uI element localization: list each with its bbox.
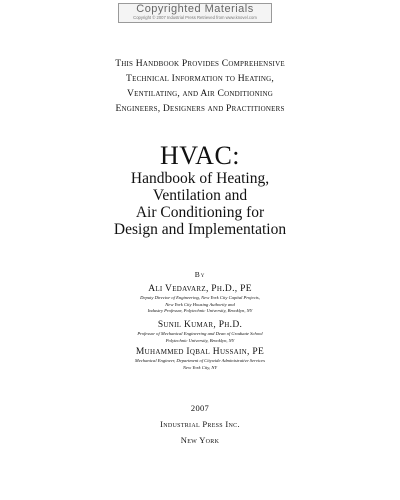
author-block bbox=[0, 346, 400, 371]
subtitle-line: Handbook of Heating, bbox=[130, 170, 270, 187]
author-name: Sunil Kumar, Ph.D. bbox=[157, 320, 243, 330]
author-affiliation: New York City Housing Authority and bbox=[165, 301, 235, 307]
author-block bbox=[0, 283, 400, 315]
copyright-stamp-title: Copyrighted Materials bbox=[136, 3, 254, 15]
author-block bbox=[0, 319, 400, 344]
subtitle-line: Air Conditioning for bbox=[135, 204, 265, 221]
author-name: Muhammed Iqbal Hussain, PE bbox=[135, 347, 265, 357]
intro-line: Engineers, Designers and Practitioners bbox=[115, 103, 285, 114]
author-affiliation: Polytechnic University, Brooklyn, NY bbox=[165, 337, 235, 343]
author-affiliation: Mechanical Engineer, Department of Citywide Administrative Services bbox=[134, 358, 266, 363]
author-affiliation: Industry Professor, Polytechnic University, Brooklyn, NY bbox=[147, 308, 253, 313]
intro-line: Ventilating, and Air Conditioning bbox=[127, 88, 273, 99]
author-name: Ali Vedavarz, Ph.D., PE bbox=[148, 284, 252, 294]
intro-line: This Handbook Provides Comprehensive bbox=[115, 58, 285, 69]
intro-statement bbox=[0, 56, 400, 116]
publisher-name: Industrial Press Inc. bbox=[160, 419, 240, 429]
subtitle-line: Ventilation and bbox=[152, 187, 248, 204]
publication-year: 2007 bbox=[190, 403, 210, 413]
publisher-city: New York bbox=[180, 435, 220, 445]
subtitle-line: Design and Implementation bbox=[113, 221, 287, 238]
copyright-stamp bbox=[118, 3, 272, 23]
book-title: HVAC: bbox=[159, 141, 241, 170]
book-subtitle bbox=[0, 170, 400, 238]
copyright-stamp-subtitle: Copyright © 2007 Industrial Press Retrieved from www.knovel.com bbox=[133, 15, 257, 20]
publisher-block bbox=[0, 400, 400, 448]
author-affiliation: New York City, NY bbox=[182, 364, 218, 370]
intro-line: Technical Information to Heating, bbox=[126, 73, 274, 84]
author-affiliation: Deputy Director of Engineering, New York City Capital Projects, bbox=[140, 295, 260, 300]
by-label: By bbox=[194, 270, 206, 279]
author-affiliation: Professor of Mechanical Engineering and Dean of Graduate School bbox=[137, 331, 263, 336]
